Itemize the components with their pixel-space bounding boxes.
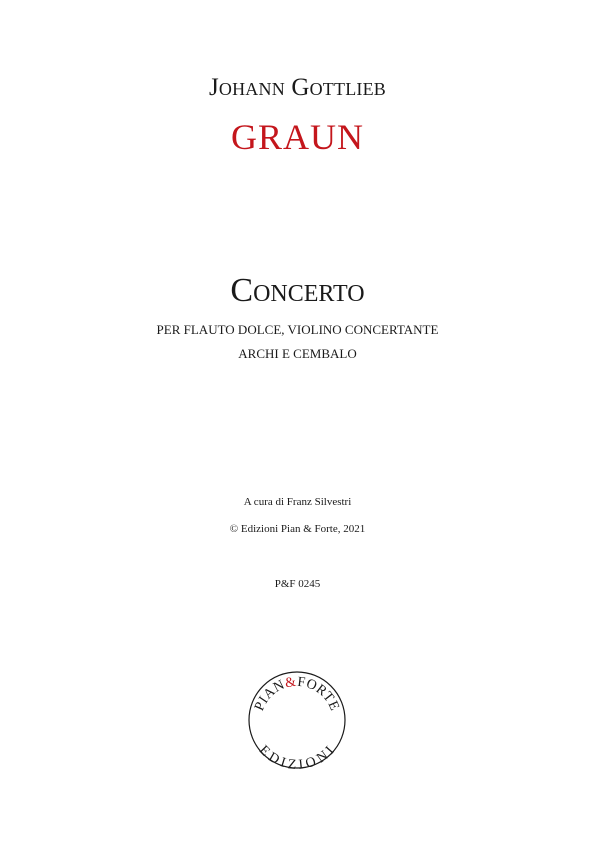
logo-text-forte: FORTE bbox=[296, 674, 342, 714]
svg-text:EDIZIONI bbox=[256, 743, 339, 770]
editor-credit: A cura di Franz Silvestri bbox=[243, 496, 352, 508]
logo-text-ampersand: & bbox=[284, 674, 298, 692]
work-title: Concerto bbox=[230, 272, 365, 309]
logo-text-pian: PIAN bbox=[252, 677, 288, 714]
publisher-logo-seal bbox=[247, 670, 347, 770]
copyright-notice: © Edizioni Pian & Forte, 2021 bbox=[229, 523, 366, 535]
work-instrumentation-line1: PER FLAUTO DOLCE, VIOLINO CONCERTANTE bbox=[156, 322, 439, 337]
catalog-number: P&F 0245 bbox=[274, 578, 321, 590]
work-instrumentation-line2: ARCHI E CEMBALO bbox=[238, 346, 357, 361]
logo-text-edizioni: EDIZIONI bbox=[255, 742, 339, 770]
svg-text:PIAN&FORTE bbox=[252, 675, 342, 714]
publisher-logo bbox=[247, 670, 347, 770]
composer-first-names: Johann Gottlieb bbox=[208, 74, 386, 101]
composer-surname: GRAUN bbox=[230, 117, 364, 157]
